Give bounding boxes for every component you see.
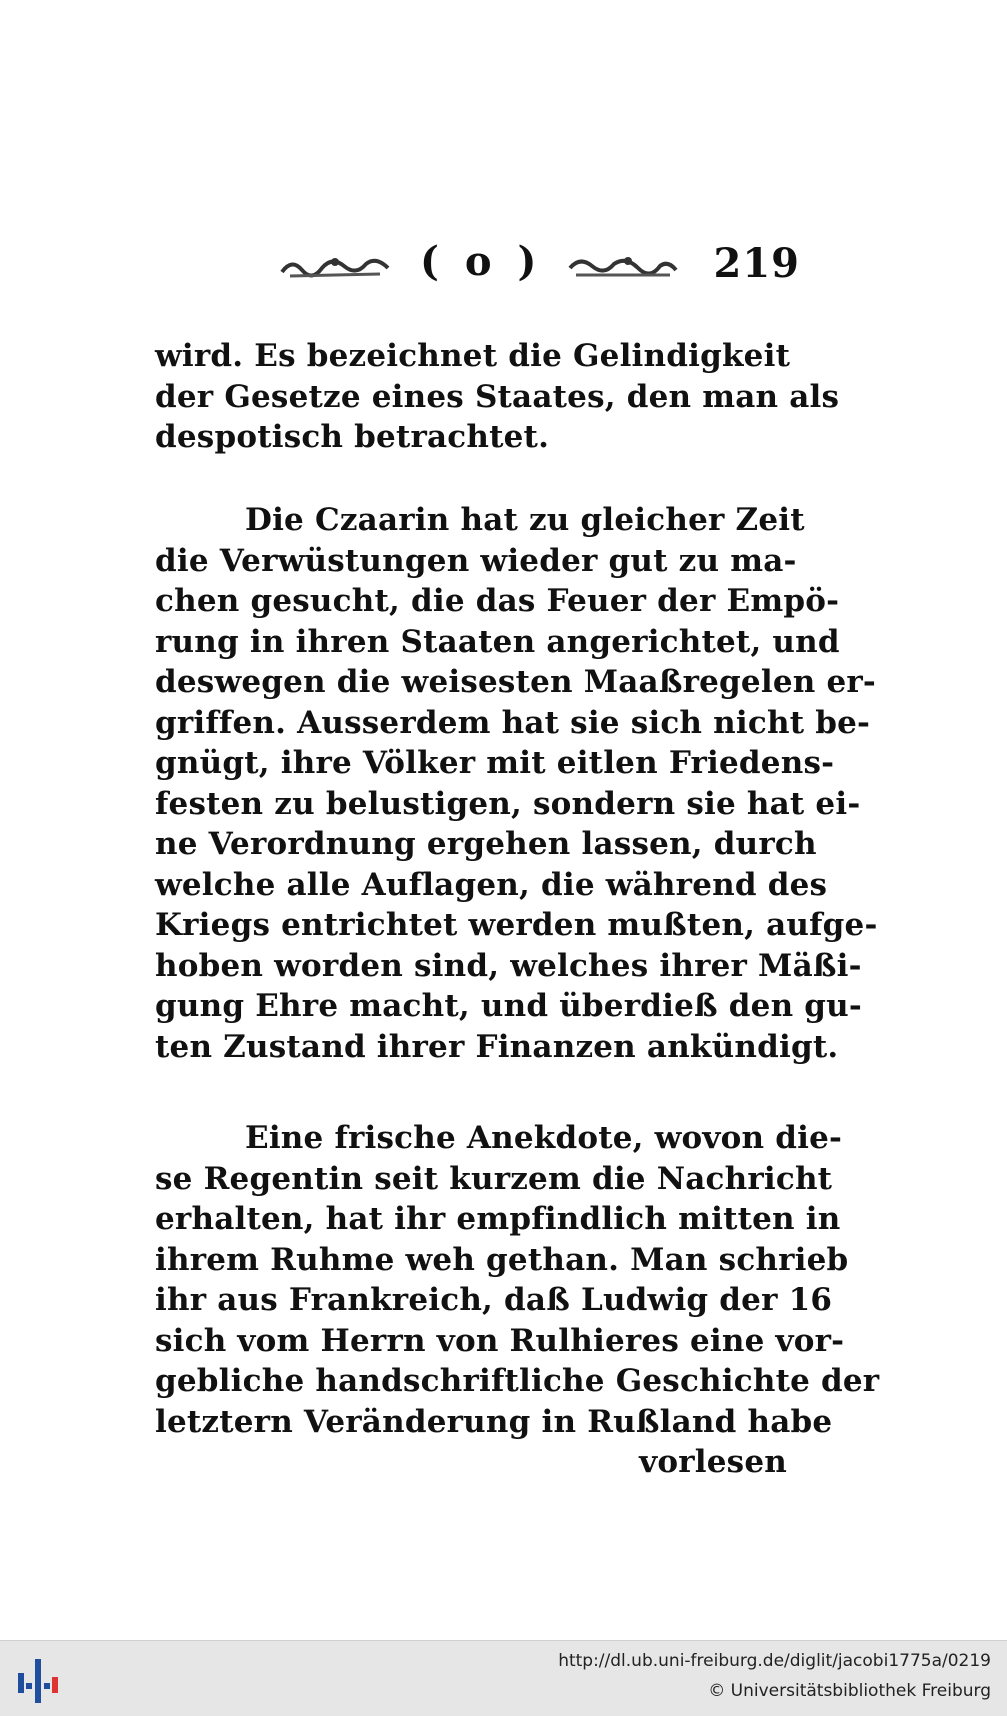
ub-freiburg-logo-icon[interactable]: [16, 1655, 60, 1707]
signature-mark: ( o ): [420, 238, 543, 285]
text-line: Kriegs entrichtet werden mußten, aufge-: [155, 907, 878, 943]
text-line: chen gesucht, die das Feuer der Empö-: [155, 583, 840, 619]
text-line: festen zu belustigen, sondern sie hat ei-: [155, 785, 861, 822]
text-line: se Regentin seit kurzem die Nachricht: [155, 1160, 833, 1197]
paragraph-2: [155, 500, 878, 1067]
text-line: wird. Es bezeichnet die Gelindigkeit: [155, 338, 791, 374]
text-line: deswegen die weisesten Maaßregelen er-: [155, 664, 876, 700]
text-line: Die Czaarin hat zu gleicher Zeit: [245, 502, 805, 538]
text-line: gnügt, ihre Völker mit eitlen Friedens-: [155, 745, 835, 781]
catchword: vorlesen: [639, 1444, 787, 1480]
page-number: 219: [713, 240, 800, 287]
page-header: [280, 238, 800, 288]
text-line: erhalten, hat ihr empfindlich mitten in: [155, 1201, 841, 1237]
source-url[interactable]: http://dl.ub.uni-freiburg.de/diglit/jacobi1775a/0219: [558, 1651, 991, 1671]
text-line: ten Zustand ihrer Finanzen ankündigt.: [155, 1028, 839, 1065]
text-line: griffen. Ausserdem hat sie sich nicht be-: [155, 704, 871, 741]
text-line: ne Verordnung ergehen lassen, durch: [155, 826, 817, 862]
text-line: Eine frische Anekdote, wovon die-: [245, 1120, 843, 1156]
text-line: despotisch betrachtet.: [155, 419, 550, 455]
viewer-footer: [0, 1640, 1007, 1716]
text-line: ihr aus Frankreich, daß Ludwig der 16: [155, 1282, 833, 1318]
text-line: hoben worden sind, welches ihrer Mäßi-: [155, 947, 862, 984]
copyright-notice: © Universitätsbibliothek Freiburg: [708, 1681, 991, 1701]
left-ornament-icon: [280, 252, 390, 280]
text-line: letztern Veränderung in Rußland habe: [155, 1403, 833, 1440]
text-line: sich vom Herrn von Rulhieres eine vor-: [155, 1322, 845, 1359]
text-line: welche alle Auflagen, die während des: [155, 866, 828, 903]
text-line: rung in ihren Staaten angerichtet, und: [155, 623, 840, 660]
paragraph-3: [155, 1118, 880, 1483]
right-ornament-icon: [568, 252, 678, 280]
text-line: ihrem Ruhme weh gethan. Man schrieb: [155, 1241, 849, 1278]
text-line: der Gesetze eines Staates, den man als: [155, 378, 840, 415]
paragraph-1: [155, 336, 840, 458]
text-line: gebliche handschriftliche Geschichte der: [155, 1363, 880, 1399]
text-line: die Verwüstungen wieder gut zu ma-: [155, 542, 797, 579]
text-line: gung Ehre macht, und überdieß den gu-: [155, 988, 862, 1024]
